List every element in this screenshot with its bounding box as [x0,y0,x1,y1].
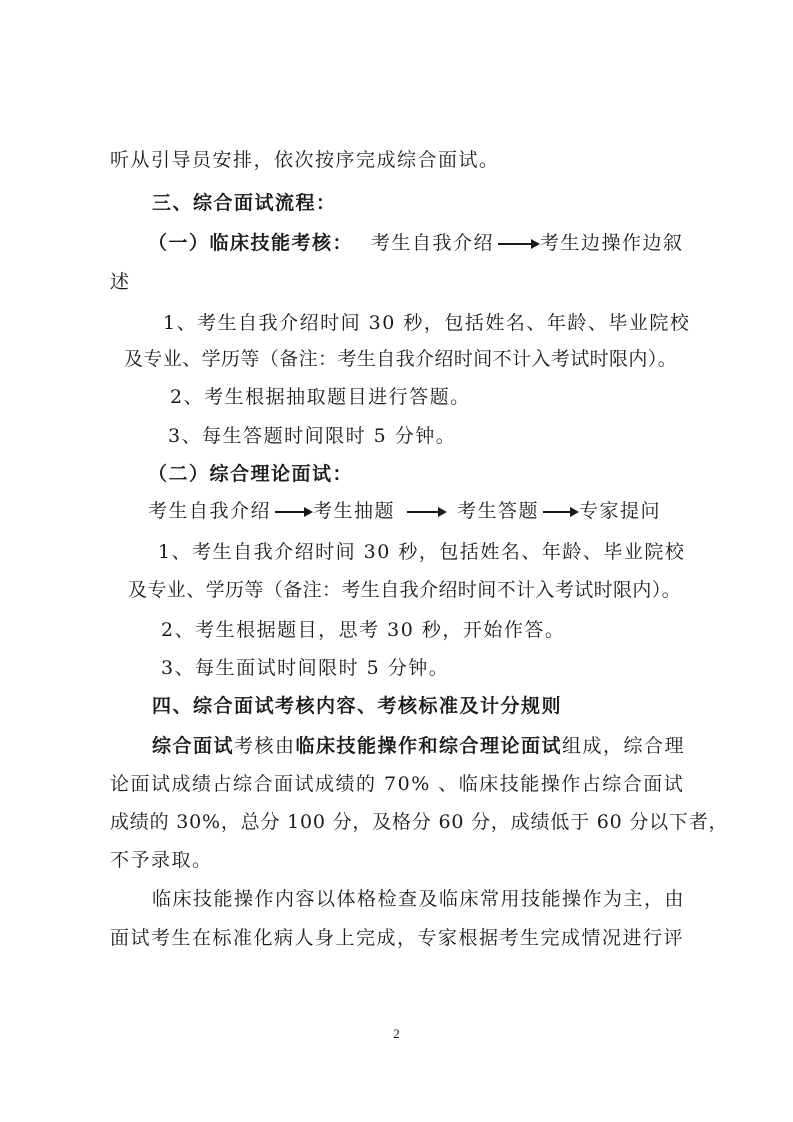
paragraph-line: 不予录取。 [110,849,213,871]
paragraph-line: 论面试成绩占综合面试成绩的 70% 、临床技能操作占综合面试 [110,773,685,795]
bold-text: 临床技能操作和综合理论面试 [295,735,563,757]
flow-step: 考生边操作边叙 [540,232,684,254]
paragraph-line [152,734,685,758]
flow-arrow-icon [543,511,577,513]
flow-step: 考生答题 [457,500,540,522]
list-item: 2、考生根据题目，思考 30 秒，开始作答。 [161,619,566,641]
flow-arrow-icon [498,243,538,245]
bold-text: 综合面试 [152,735,235,757]
text-span: 组成，综合理 [562,735,686,757]
paragraph-line: 面试考生在标准化病人身上完成，专家根据考生完成情况进行评 [110,927,685,949]
flow-step: 考生自我介绍 [371,232,495,254]
text-line: 述 [110,271,131,293]
subsection-title: （二）综合理论面试： [148,463,354,485]
list-item: 1、考生自我介绍时间 30 秒，包括姓名、年龄、毕业院校 [163,312,691,334]
subsection-flow-line [148,231,684,255]
flow-step: 考生自我介绍 [148,500,272,522]
paragraph-line: 临床技能操作内容以体格检查及临床常用技能操作为主，由 [152,888,686,910]
list-item-cont: 及专业、学历等（备注：考生自我介绍时间不计入考试时限内）。 [124,348,678,370]
flow-line [148,499,661,523]
section-heading: 三、综合面试流程： [152,192,337,214]
text-line: 听从引导员安排，依次按序完成综合面试。 [110,149,500,171]
list-item: 3、每生面试时间限时 5 分钟。 [161,657,450,679]
list-item-cont: 及专业、学历等（备注：考生自我介绍时间不计入考试时限内）。 [128,579,682,601]
text-span: 考核由 [234,735,296,757]
paragraph-line: 成绩的 30%，总分 100 分，及格分 60 分，成绩低于 60 分以下者， [110,811,729,833]
flow-step: 专家提问 [579,500,662,522]
flow-arrow-icon [407,511,445,513]
subsection-title: （一）临床技能考核： [148,232,354,254]
list-item: 1、考生自我介绍时间 30 秒，包括姓名、年龄、毕业院校 [158,541,686,563]
flow-arrow-icon [275,511,311,513]
section-heading: 四、综合面试考核内容、考核标准及计分规则 [152,695,563,717]
page-number: 2 [393,1026,400,1041]
flow-step: 考生抽题 [313,500,396,522]
list-item: 2、考生根据抽取题目进行答题。 [170,386,471,408]
list-item: 3、每生答题时间限时 5 分钟。 [168,425,457,447]
